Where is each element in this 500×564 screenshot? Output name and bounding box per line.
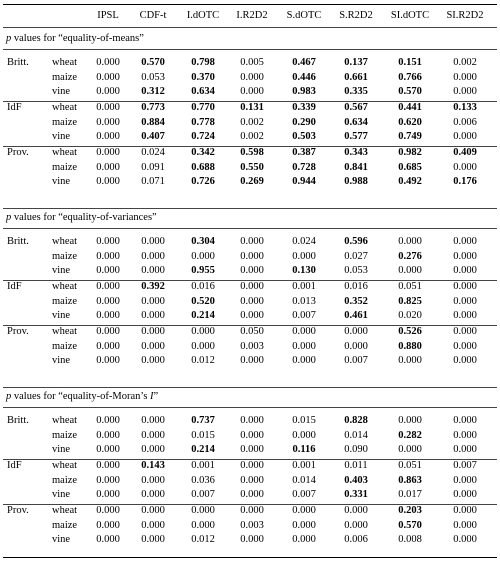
p-value-cell: 0.661 — [344, 71, 368, 83]
p-value-cell: 0.011 — [344, 460, 368, 471]
p-value-cell: 0.000 — [344, 505, 368, 516]
p-value-cell: 0.020 — [398, 310, 422, 322]
p-value-cell: 0.000 — [453, 415, 477, 426]
p-value-cell: 0.000 — [240, 429, 264, 441]
section-end-rule — [3, 208, 497, 209]
p-value-cell: 0.000 — [240, 489, 264, 501]
p-value-cell: 0.000 — [240, 310, 264, 322]
region-label: IdF — [7, 460, 22, 471]
crop-label: maize — [52, 474, 78, 486]
crop-label: vine — [52, 86, 71, 98]
p-value-cell: 0.007 — [292, 489, 316, 501]
p-value-cell: 0.000 — [141, 355, 165, 367]
p-value-cell: 0.016 — [191, 281, 215, 292]
p-value-cell: 0.000 — [96, 116, 120, 128]
p-value-cell: 0.000 — [96, 489, 120, 501]
crop-label: vine — [52, 176, 71, 188]
p-value-cell: 0.000 — [453, 340, 477, 352]
crop-label: maize — [52, 71, 78, 83]
column-header: SI.dOTC — [390, 10, 430, 21]
p-value-cell: 0.000 — [398, 415, 422, 426]
region-label: Prov. — [7, 505, 29, 516]
p-value-cell: 0.050 — [240, 326, 264, 337]
crop-label: vine — [52, 310, 71, 322]
p-value-cell: 0.567 — [344, 102, 368, 113]
p-value-cell: 0.570 — [398, 519, 422, 531]
p-value-cell: 0.770 — [191, 102, 215, 113]
p-value-cell: 0.000 — [96, 340, 120, 352]
section-title-italic: I — [150, 391, 154, 402]
p-value-cell: 0.000 — [453, 534, 477, 546]
region-label: Prov. — [7, 326, 29, 337]
p-value-cell: 0.737 — [191, 415, 215, 426]
p-value-cell: 0.282 — [398, 429, 422, 441]
p-value-cell: 0.339 — [292, 102, 316, 113]
p-value-cell: 0.392 — [141, 281, 165, 292]
p-value-cell: 0.841 — [344, 161, 368, 173]
p-value-cell: 0.176 — [453, 176, 477, 188]
p-value-cell: 0.137 — [344, 57, 368, 68]
p-value-cell: 0.749 — [398, 131, 422, 143]
p-value-cell: 0.001 — [292, 281, 316, 292]
section-title — [6, 33, 144, 44]
p-value-cell: 0.000 — [240, 265, 264, 277]
p-value-cell: 0.000 — [96, 161, 120, 173]
section-rule — [3, 407, 497, 408]
p-value-cell: 0.000 — [191, 250, 215, 262]
p-value-cell: 0.000 — [96, 444, 120, 456]
p-value-cell: 0.000 — [344, 519, 368, 531]
p-value-cell: 0.131 — [240, 102, 264, 113]
p-value-cell: 0.000 — [453, 265, 477, 277]
p-value-cell: 0.000 — [453, 131, 477, 143]
p-value-cell: 0.007 — [344, 355, 368, 367]
p-value-cell: 0.008 — [398, 534, 422, 546]
p-value-cell: 0.000 — [240, 281, 264, 292]
p-value-cell: 0.503 — [292, 131, 316, 143]
crop-label: maize — [52, 161, 78, 173]
p-value-cell: 0.000 — [453, 161, 477, 173]
p-value-cell: 0.634 — [191, 86, 215, 98]
p-value-cell: 0.000 — [96, 131, 120, 143]
p-value-cell: 0.027 — [344, 250, 368, 262]
p-value-cell: 0.550 — [240, 161, 264, 173]
p-value-cell: 0.000 — [96, 310, 120, 322]
p-value-cell: 0.000 — [141, 326, 165, 337]
p-value-cell: 0.461 — [344, 310, 368, 322]
p-value-cell: 0.773 — [141, 102, 165, 113]
p-value-cell: 0.000 — [96, 460, 120, 471]
region-label: Britt. — [7, 415, 29, 426]
p-value-cell: 0.000 — [96, 176, 120, 188]
p-value-cell: 0.000 — [453, 429, 477, 441]
p-value-cell: 0.000 — [96, 534, 120, 546]
section-title-text: values for “equality-of-Moran’s — [11, 391, 151, 402]
p-value-cell: 0.000 — [96, 265, 120, 277]
p-value-cell: 0.520 — [191, 295, 215, 307]
p-value-cell: 0.000 — [240, 71, 264, 83]
p-value-cell: 0.000 — [96, 57, 120, 68]
crop-label: vine — [52, 265, 71, 277]
p-value-cell: 0.000 — [96, 474, 120, 486]
p-value-cell: 0.577 — [344, 131, 368, 143]
p-value-cell: 0.090 — [344, 444, 368, 456]
crop-label: wheat — [52, 147, 78, 158]
p-value-cell: 0.000 — [453, 86, 477, 98]
p-value-cell: 0.944 — [292, 176, 316, 188]
p-value-cell: 0.724 — [191, 131, 215, 143]
p-value-cell: 0.304 — [191, 236, 215, 247]
p-value-cell: 0.000 — [96, 295, 120, 307]
table-top-rule — [3, 4, 497, 5]
p-value-cell: 0.407 — [141, 131, 165, 143]
p-value-cell: 0.446 — [292, 71, 316, 83]
column-header: I.dOTC — [186, 10, 220, 21]
p-value-cell: 0.203 — [398, 505, 422, 516]
p-value-cell: 0.863 — [398, 474, 422, 486]
column-header: S.R2D2 — [339, 10, 373, 21]
p-value-cell: 0.012 — [191, 534, 215, 546]
p-value-cell: 0.000 — [453, 444, 477, 456]
p-value-cell: 0.000 — [141, 474, 165, 486]
p-value-cell: 0.634 — [344, 116, 368, 128]
crop-label: vine — [52, 444, 71, 456]
p-value-cell: 0.000 — [240, 444, 264, 456]
p-value-cell: 0.312 — [141, 86, 165, 98]
p-value-cell: 0.983 — [292, 86, 316, 98]
p-value-cell: 0.269 — [240, 176, 264, 188]
p-value-cell: 0.000 — [398, 265, 422, 277]
p-value-cell: 0.151 — [398, 57, 422, 68]
p-value-cell: 0.000 — [96, 236, 120, 247]
p-value-cell: 0.955 — [191, 265, 215, 277]
p-value-cell: 0.000 — [453, 355, 477, 367]
p-value-cell: 0.003 — [240, 519, 264, 531]
crop-label: maize — [52, 295, 78, 307]
p-value-cell: 0.000 — [453, 505, 477, 516]
p-value-cell: 0.000 — [240, 474, 264, 486]
p-value-cell: 0.000 — [292, 250, 316, 262]
region-label: Britt. — [7, 57, 29, 68]
p-value-cell: 0.000 — [191, 505, 215, 516]
crop-label: wheat — [52, 236, 78, 247]
p-value-cell: 0.000 — [96, 519, 120, 531]
region-label: Prov. — [7, 147, 29, 158]
p-value-cell: 0.570 — [398, 86, 422, 98]
p-value-cell: 0.290 — [292, 116, 316, 128]
p-value-cell: 0.091 — [141, 161, 165, 173]
p-value-cell: 0.143 — [141, 460, 165, 471]
crop-label: vine — [52, 489, 71, 501]
p-value-cell: 0.007 — [453, 460, 477, 471]
p-value-cell: 0.000 — [191, 519, 215, 531]
p-value-cell: 0.214 — [191, 444, 215, 456]
p-value-cell: 0.000 — [240, 355, 264, 367]
p-value-cell: 0.015 — [191, 429, 215, 441]
p-value-cell: 0.002 — [240, 116, 264, 128]
p-value-cell: 0.596 — [344, 236, 368, 247]
p-value-cell: 0.370 — [191, 71, 215, 83]
p-value-cell: 0.331 — [344, 489, 368, 501]
p-value-cell: 0.014 — [292, 474, 316, 486]
section-title-text: values for “equality-of-means” — [11, 33, 144, 44]
crop-label: wheat — [52, 326, 78, 337]
p-value-cell: 0.024 — [292, 236, 316, 247]
table-bottom-rule — [3, 557, 497, 558]
p-value-cell: 0.000 — [141, 340, 165, 352]
p-value-cell: 0.051 — [398, 281, 422, 292]
p-value-cell: 0.000 — [292, 355, 316, 367]
p-value-cell: 0.002 — [453, 57, 477, 68]
p-value-cell: 0.024 — [141, 147, 165, 158]
crop-label: wheat — [52, 415, 78, 426]
p-value-cell: 0.343 — [344, 147, 368, 158]
p-value-cell: 0.000 — [141, 295, 165, 307]
p-value-cell: 0.053 — [344, 265, 368, 277]
p-value-cell: 0.352 — [344, 295, 368, 307]
crop-label: vine — [52, 534, 71, 546]
crop-label: wheat — [52, 102, 78, 113]
p-value-cell: 0.728 — [292, 161, 316, 173]
p-value-cell: 0.116 — [292, 444, 316, 456]
p-value-cell: 0.000 — [141, 505, 165, 516]
p-value-cell: 0.002 — [240, 131, 264, 143]
p-value-cell: 0.000 — [191, 326, 215, 337]
p-value-cell: 0.000 — [453, 474, 477, 486]
p-value-cell: 0.000 — [453, 295, 477, 307]
p-value-cell: 0.000 — [292, 429, 316, 441]
p-value-cell: 0.006 — [453, 116, 477, 128]
p-value-cell: 0.036 — [191, 474, 215, 486]
p-value-cell: 0.988 — [344, 176, 368, 188]
column-header: CDF-t — [139, 10, 167, 21]
p-value-cell: 0.335 — [344, 86, 368, 98]
section-title-p: p — [6, 391, 12, 402]
p-value-cell: 0.000 — [141, 250, 165, 262]
p-value-cell: 0.000 — [96, 250, 120, 262]
crop-label: maize — [52, 340, 78, 352]
p-value-cell: 0.000 — [96, 505, 120, 516]
p-value-cell: 0.000 — [141, 236, 165, 247]
p-value-cell: 0.013 — [292, 295, 316, 307]
p-value-cell: 0.000 — [292, 519, 316, 531]
p-value-cell: 0.598 — [240, 147, 264, 158]
section-end-rule — [3, 387, 497, 388]
p-value-cell: 0.000 — [453, 326, 477, 337]
p-value-cell: 0.000 — [240, 250, 264, 262]
crop-label: maize — [52, 519, 78, 531]
p-value-cell: 0.880 — [398, 340, 422, 352]
p-value-cell: 0.441 — [398, 102, 422, 113]
column-header: IPSL — [97, 10, 119, 21]
p-value-cell: 0.688 — [191, 161, 215, 173]
section-title — [6, 391, 158, 402]
p-value-cell: 0.000 — [240, 505, 264, 516]
p-value-cell: 0.526 — [398, 326, 422, 337]
p-value-cell: 0.000 — [292, 340, 316, 352]
crop-label: wheat — [52, 505, 78, 516]
crop-label: maize — [52, 116, 78, 128]
p-value-cell: 0.001 — [292, 460, 316, 471]
p-value-cell: 0.000 — [96, 429, 120, 441]
p-value-cell: 0.828 — [344, 415, 368, 426]
region-label: IdF — [7, 102, 22, 113]
p-value-cell: 0.130 — [292, 265, 316, 277]
p-value-cell: 0.000 — [292, 505, 316, 516]
p-value-cell: 0.467 — [292, 57, 316, 68]
section-title-p: p — [6, 212, 12, 223]
p-value-cell: 0.000 — [240, 460, 264, 471]
p-value-cell: 0.409 — [453, 147, 477, 158]
p-value-cell: 0.000 — [240, 86, 264, 98]
column-header: SI.R2D2 — [446, 10, 484, 21]
p-value-cell: 0.000 — [141, 444, 165, 456]
header-rule — [3, 27, 497, 28]
p-value-cell: 0.000 — [96, 326, 120, 337]
p-value-cell: 0.000 — [344, 340, 368, 352]
p-value-cell: 0.000 — [96, 415, 120, 426]
p-value-cell: 0.000 — [141, 489, 165, 501]
p-value-cell: 0.000 — [398, 236, 422, 247]
crop-label: maize — [52, 250, 78, 262]
p-value-cell: 0.982 — [398, 147, 422, 158]
p-value-cell: 0.015 — [292, 415, 316, 426]
p-value-cell: 0.276 — [398, 250, 422, 262]
p-value-cell: 0.000 — [453, 310, 477, 322]
p-value-cell: 0.000 — [240, 415, 264, 426]
crop-label: wheat — [52, 281, 78, 292]
crop-label: vine — [52, 131, 71, 143]
p-value-cell: 0.012 — [191, 355, 215, 367]
p-value-cell: 0.000 — [96, 86, 120, 98]
p-value-cell: 0.006 — [344, 534, 368, 546]
p-value-cell: 0.000 — [453, 519, 477, 531]
p-value-cell: 0.825 — [398, 295, 422, 307]
p-value-cell: 0.884 — [141, 116, 165, 128]
p-value-cell: 0.798 — [191, 57, 215, 68]
p-value-cell: 0.000 — [96, 102, 120, 113]
p-value-cell: 0.000 — [141, 429, 165, 441]
p-value-cell: 0.214 — [191, 310, 215, 322]
p-value-cell: 0.001 — [191, 460, 215, 471]
crop-label: wheat — [52, 57, 78, 68]
p-value-cell: 0.071 — [141, 176, 165, 188]
p-value-cell: 0.387 — [292, 147, 316, 158]
p-value-cell: 0.000 — [398, 444, 422, 456]
p-value-cell: 0.133 — [453, 102, 477, 113]
p-value-cell: 0.053 — [141, 71, 165, 83]
section-rule — [3, 49, 497, 50]
p-value-cell: 0.017 — [398, 489, 422, 501]
p-value-cell: 0.000 — [191, 340, 215, 352]
p-value-cell: 0.000 — [240, 534, 264, 546]
p-value-cell: 0.492 — [398, 176, 422, 188]
p-value-cell: 0.685 — [398, 161, 422, 173]
p-value-cell: 0.003 — [240, 340, 264, 352]
p-value-cell: 0.000 — [292, 534, 316, 546]
crop-label: vine — [52, 355, 71, 367]
section-title-p: p — [6, 33, 12, 44]
p-value-cell: 0.000 — [141, 310, 165, 322]
crop-label: maize — [52, 429, 78, 441]
p-value-cell: 0.403 — [344, 474, 368, 486]
crop-label: wheat — [52, 460, 78, 471]
section-title-close: ” — [153, 391, 159, 402]
p-value-cell: 0.342 — [191, 147, 215, 158]
p-value-cell: 0.000 — [141, 265, 165, 277]
p-value-cell: 0.620 — [398, 116, 422, 128]
p-value-cell: 0.726 — [191, 176, 215, 188]
region-label: Britt. — [7, 236, 29, 247]
p-value-cell: 0.778 — [191, 116, 215, 128]
p-value-cell: 0.000 — [96, 355, 120, 367]
p-value-cell: 0.000 — [453, 489, 477, 501]
p-value-cell: 0.016 — [344, 281, 368, 292]
p-value-cell: 0.000 — [344, 326, 368, 337]
p-value-cell: 0.000 — [398, 355, 422, 367]
p-value-cell: 0.007 — [292, 310, 316, 322]
section-title-text: values for “equality-of-variances” — [11, 212, 157, 223]
section-rule — [3, 228, 497, 229]
column-header: I.R2D2 — [236, 10, 268, 21]
p-value-cell: 0.000 — [141, 415, 165, 426]
region-label: IdF — [7, 281, 22, 292]
column-header: S.dOTC — [286, 10, 322, 21]
p-value-cell: 0.000 — [292, 326, 316, 337]
p-value-cell: 0.000 — [96, 281, 120, 292]
p-value-cell: 0.007 — [191, 489, 215, 501]
p-value-cell: 0.000 — [453, 71, 477, 83]
p-value-cell: 0.000 — [453, 281, 477, 292]
p-value-cell: 0.570 — [141, 57, 165, 68]
p-value-cell: 0.000 — [453, 236, 477, 247]
p-value-cell: 0.000 — [96, 147, 120, 158]
p-value-cell: 0.005 — [240, 57, 264, 68]
p-value-cell: 0.000 — [240, 236, 264, 247]
p-value-cell: 0.051 — [398, 460, 422, 471]
p-value-cell: 0.000 — [96, 71, 120, 83]
p-value-cell: 0.000 — [141, 519, 165, 531]
p-value-cell: 0.000 — [141, 534, 165, 546]
p-value-cell: 0.000 — [240, 295, 264, 307]
p-value-cell: 0.766 — [398, 71, 422, 83]
section-title — [6, 212, 157, 223]
p-value-cell: 0.000 — [453, 250, 477, 262]
p-value-cell: 0.014 — [344, 429, 368, 441]
